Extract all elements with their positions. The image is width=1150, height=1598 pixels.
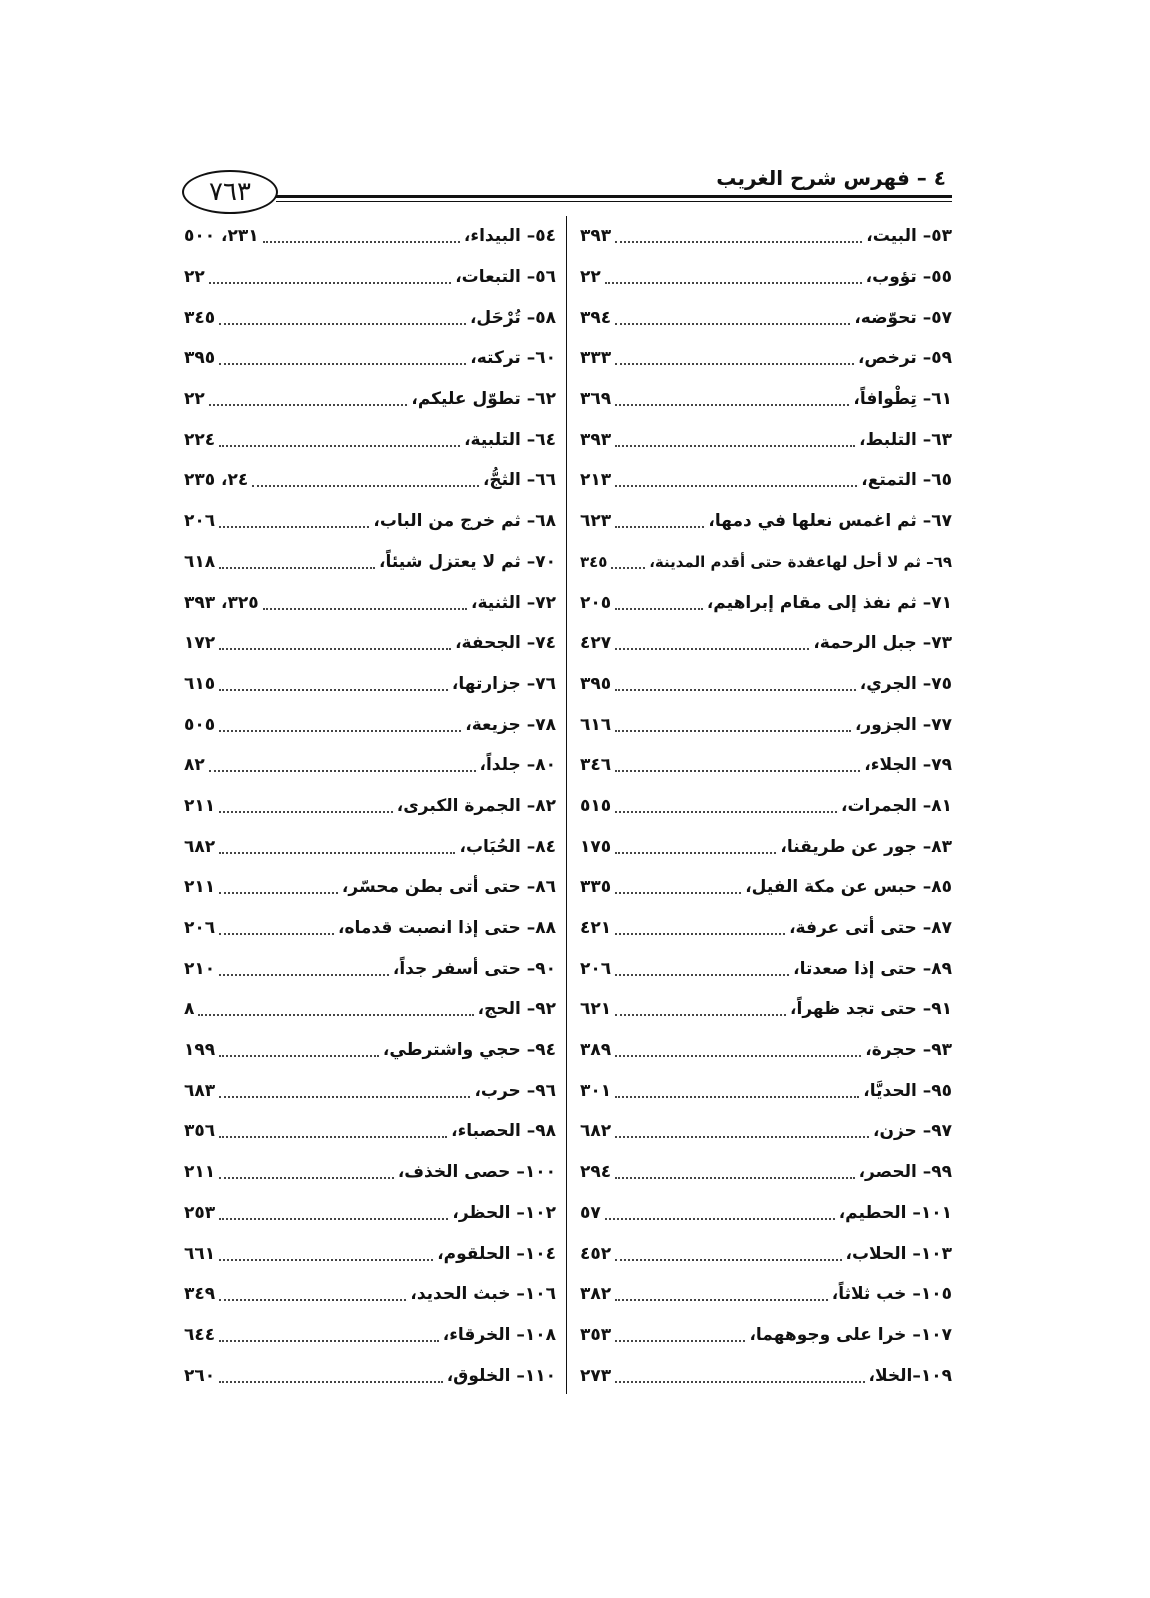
- entry-page-numbers: ٦٤٤: [184, 1324, 216, 1345]
- index-entry: [184, 1070, 556, 1111]
- entry-page-numbers: ٢٠٦: [184, 511, 216, 532]
- leader-dots: [219, 445, 460, 447]
- leader-dots: [219, 648, 451, 650]
- entry-page-numbers: ٣٥٦: [184, 1121, 216, 1142]
- entry-term: ٨٦– حتى أتى بطن محسّر،: [341, 877, 556, 898]
- entry-term: ٩٢– الحج،: [477, 999, 556, 1020]
- entry-term: ١٠١– الحطيم،: [838, 1202, 952, 1223]
- entry-page-numbers: ٢١٠: [184, 958, 216, 979]
- index-entry: [580, 216, 952, 257]
- entry-term: ٩٣– حجرة،: [865, 1040, 952, 1061]
- entry-term: ١١٠– الخلوق،: [446, 1365, 556, 1386]
- index-column-left: [184, 216, 556, 1396]
- index-entry: [580, 867, 952, 908]
- index-entry: [184, 1274, 556, 1315]
- entry-page-numbers: ٣٤٥: [580, 552, 608, 571]
- leader-dots: [615, 323, 850, 325]
- index-entry: [184, 257, 556, 298]
- leader-dots: [615, 445, 855, 447]
- entry-term: ٨١– الجمرات،: [841, 795, 952, 816]
- index-entry: [580, 1355, 952, 1396]
- leader-dots: [615, 1136, 869, 1138]
- index-entry: [184, 419, 556, 460]
- leader-dots: [615, 648, 809, 650]
- entry-page-numbers: ٣٤٥: [184, 307, 216, 328]
- index-entry: [184, 542, 556, 583]
- entry-page-numbers: ٣٦٩: [580, 389, 612, 410]
- entry-page-numbers: ١٧٢: [184, 633, 216, 654]
- page-number: ٧٦٣: [209, 177, 251, 207]
- entry-page-numbers: ٢٠٥: [580, 592, 612, 613]
- index-entry: [184, 338, 556, 379]
- leader-dots: [219, 689, 448, 691]
- entry-page-numbers: ٣٩٥: [184, 348, 216, 369]
- leader-dots: [219, 1096, 470, 1098]
- entry-term: ٧٣– جبل الرحمة،: [813, 633, 952, 654]
- entry-term: ٨٧– حتى أتى عرفة،: [789, 918, 952, 939]
- leader-dots: [615, 974, 789, 976]
- index-entry: [580, 1274, 952, 1315]
- entry-term: ٨٩– حتى إذا صعدتا،: [793, 958, 952, 979]
- entry-page-numbers: ٢٠٦: [184, 918, 216, 939]
- leader-dots: [209, 282, 451, 284]
- entry-term: ٥٨– تُرْحَل،: [469, 307, 556, 328]
- entry-page-numbers: ٦٨٢: [184, 836, 216, 857]
- entry-page-numbers: ٢٥٣: [184, 1202, 216, 1223]
- index-entry: [184, 216, 556, 257]
- index-entry: [184, 501, 556, 542]
- entry-term: ٧٤– الجحفة،: [455, 633, 556, 654]
- leader-dots: [219, 1381, 443, 1383]
- leader-dots: [209, 404, 408, 406]
- index-entry: [580, 1152, 952, 1193]
- index-entry: [580, 582, 952, 623]
- index-entry: [184, 1030, 556, 1071]
- leader-dots: [219, 892, 338, 894]
- entry-term: ٥٥– تؤوب،: [865, 267, 952, 288]
- index-entry: [184, 1152, 556, 1193]
- index-entry: [580, 1030, 952, 1071]
- entry-page-numbers: ٣٤٦: [580, 755, 612, 776]
- entry-page-numbers: ٣٣٣: [580, 348, 612, 369]
- entry-term: ٥٧– تحوّضه،: [854, 307, 952, 328]
- entry-page-numbers: ٢٢٤: [184, 429, 216, 450]
- entry-term: ٩٩– الحصر،: [858, 1162, 952, 1183]
- entry-page-numbers: ٤٢١: [580, 918, 612, 939]
- entry-page-numbers: ٦٨٣: [184, 1080, 216, 1101]
- leader-dots: [615, 689, 856, 691]
- entry-term: ٩٠– حتى أسفر جداً،: [392, 958, 556, 979]
- index-section-title: ٤ – فهرس شرح الغريب: [716, 166, 946, 190]
- header-rule-thin: [276, 201, 952, 202]
- index-entry: [184, 786, 556, 827]
- entry-page-numbers: ٢٦٠: [184, 1365, 216, 1386]
- entry-page-numbers: ٨: [184, 999, 195, 1020]
- index-entry: [184, 908, 556, 949]
- leader-dots: [615, 730, 851, 732]
- entry-term: ٩٤– حجي واشترطي،: [382, 1040, 556, 1061]
- entry-term: ١٠٩–الخلا،: [868, 1365, 952, 1386]
- index-entry: [580, 1233, 952, 1274]
- index-entry: [580, 501, 952, 542]
- leader-dots: [219, 1055, 379, 1057]
- entry-page-numbers: ٤٢٧: [580, 633, 612, 654]
- entry-term: ١٠٣– الحلاب،: [845, 1243, 952, 1264]
- entry-page-numbers: ٥٧: [580, 1202, 601, 1223]
- leader-dots: [615, 1340, 745, 1342]
- leader-dots: [263, 241, 460, 243]
- entry-term: ٩٨– الحصباء،: [451, 1121, 556, 1142]
- index-entry: [580, 745, 952, 786]
- entry-page-numbers: ٢٢: [184, 389, 205, 410]
- index-entry: [184, 704, 556, 745]
- index-entry: [580, 297, 952, 338]
- index-entry: [580, 542, 952, 583]
- index-entry: [184, 745, 556, 786]
- leader-dots: [219, 526, 369, 528]
- leader-dots: [219, 1136, 447, 1138]
- index-entry: [184, 1193, 556, 1234]
- index-entry: [184, 826, 556, 867]
- entry-term: ٥٤– البيداء،: [463, 226, 556, 247]
- entry-page-numbers: ٣٨٢: [580, 1284, 612, 1305]
- index-entry: [184, 867, 556, 908]
- index-entry: [580, 989, 952, 1030]
- entry-term: ١٠٧– خرا على وجوههما،: [749, 1324, 952, 1345]
- index-column-right: [580, 216, 952, 1396]
- index-entry: [580, 379, 952, 420]
- entry-term: ٨٢– الجمرة الكبرى،: [396, 795, 556, 816]
- entry-page-numbers: ٦٢٣: [580, 511, 612, 532]
- entry-term: ٩٥– الحديَّا،: [863, 1080, 952, 1101]
- leader-dots: [219, 1299, 406, 1301]
- entry-page-numbers: ٣٤٩: [184, 1284, 216, 1305]
- leader-dots: [615, 526, 704, 528]
- leader-dots: [615, 933, 785, 935]
- leader-dots: [615, 404, 849, 406]
- leader-dots: [252, 485, 479, 487]
- column-divider: [566, 216, 567, 1394]
- entry-term: ٧٧– الجزور،: [854, 714, 952, 735]
- index-entry: [580, 1315, 952, 1356]
- leader-dots: [615, 892, 741, 894]
- entry-page-numbers: ٥٠٥: [184, 714, 216, 735]
- entry-term: ٧٨– جزيعة،: [465, 714, 556, 735]
- entry-page-numbers: ٣٨٩: [580, 1040, 612, 1061]
- leader-dots: [219, 1218, 448, 1220]
- entry-page-numbers: ٨٢: [184, 755, 205, 776]
- index-entry: [184, 989, 556, 1030]
- entry-page-numbers: ٦٨٢: [580, 1121, 612, 1142]
- index-entry: [184, 460, 556, 501]
- entry-page-numbers: ٣٩٣: [580, 226, 612, 247]
- leader-dots: [219, 363, 466, 365]
- entry-term: ٥٩– ترخص،: [857, 348, 952, 369]
- leader-dots: [219, 974, 389, 976]
- entry-term: ٦٣– التلبط،: [859, 429, 952, 450]
- leader-dots: [615, 485, 857, 487]
- entry-term: ٩٧– حزن،: [873, 1121, 952, 1142]
- index-entry: [184, 582, 556, 623]
- leader-dots: [209, 770, 476, 772]
- entry-term: ٨٤– الحُبَاب،: [459, 836, 556, 857]
- index-entry: [580, 948, 952, 989]
- entry-page-numbers: ١٧٥: [580, 836, 612, 857]
- entry-term: ٥٦– التبعات،: [455, 267, 556, 288]
- entry-page-numbers: ٣٩٥: [580, 673, 612, 694]
- entry-term: ٦٥– التمتع،: [861, 470, 952, 491]
- index-entry: [580, 664, 952, 705]
- entry-page-numbers: ٣٥٣: [580, 1324, 612, 1345]
- entry-term: ١٠٢– الحظر،: [452, 1202, 556, 1223]
- entry-term: ٦١– تِطْوافاً،: [853, 389, 952, 410]
- index-entry: [580, 623, 952, 664]
- index-entry: [184, 379, 556, 420]
- entry-term: ١٠٨– الخرقاء،: [442, 1324, 556, 1345]
- entry-term: ٨٨– حتى إذا انصبت قدماه،: [338, 918, 556, 939]
- leader-dots: [615, 1299, 828, 1301]
- leader-dots: [219, 1259, 433, 1261]
- leader-dots: [615, 1259, 841, 1261]
- entry-page-numbers: ٣٩٣: [580, 429, 612, 450]
- leader-dots: [219, 323, 466, 325]
- entry-term: ٦٧– ثم اغمس نعلها في دمها،: [708, 511, 952, 532]
- index-entry: [580, 704, 952, 745]
- leader-dots: [219, 1177, 394, 1179]
- entry-term: ٩٦– حرب،: [474, 1080, 556, 1101]
- leader-dots: [219, 1340, 439, 1342]
- leader-dots: [615, 852, 776, 854]
- entry-page-numbers: ٢٠٦: [580, 958, 612, 979]
- entry-term: ٧٩– الجلاء،: [864, 755, 952, 776]
- entry-term: ١٠٤– الحلقوم،: [437, 1243, 556, 1264]
- index-entry: [184, 1355, 556, 1396]
- leader-dots: [611, 567, 645, 569]
- page-header: [182, 165, 952, 217]
- entry-page-numbers: ٦٢١: [580, 999, 612, 1020]
- index-entry: [184, 1233, 556, 1274]
- entry-term: ٨٠– جلداً،: [479, 755, 556, 776]
- entry-page-numbers: ٢٢: [184, 267, 205, 288]
- entry-page-numbers: ٥١٥: [580, 795, 612, 816]
- index-entry: [580, 338, 952, 379]
- leader-dots: [615, 608, 703, 610]
- entry-page-numbers: ٢٤، ٢٣٥: [184, 470, 249, 491]
- leader-dots: [219, 567, 375, 569]
- index-entry: [580, 1111, 952, 1152]
- entry-term: ٦٢– تطوّل عليكم،: [411, 389, 556, 410]
- entry-page-numbers: ٦١٦: [580, 714, 612, 735]
- entry-term: ٦٦– الثجُّ،: [482, 470, 556, 491]
- entry-page-numbers: ٦١٨: [184, 551, 216, 572]
- entry-term: ٦٤– التلبية،: [464, 429, 556, 450]
- index-entry: [184, 1111, 556, 1152]
- entry-term: ٧٠– ثم لا يعتزل شيئاً،: [379, 551, 556, 572]
- entry-term: ٩١– حتى تجد ظهراً،: [790, 999, 952, 1020]
- entry-page-numbers: ٢٣١، ٥٠٠: [184, 226, 259, 247]
- leader-dots: [615, 1014, 786, 1016]
- leader-dots: [605, 282, 862, 284]
- entry-term: ٨٥– حبس عن مكة الفيل،: [745, 877, 952, 898]
- entry-term: ٦٨– ثم خرج من الباب،: [373, 511, 556, 532]
- leader-dots: [219, 933, 334, 935]
- index-entry: [580, 826, 952, 867]
- entry-page-numbers: ٤٥٢: [580, 1243, 612, 1264]
- entry-page-numbers: ٢١١: [184, 1162, 216, 1183]
- entry-term: ٦٠– تركته،: [470, 348, 556, 369]
- index-entry: [580, 257, 952, 298]
- index-entry: [184, 297, 556, 338]
- entry-term: ٧٦– جزارتها،: [451, 673, 556, 694]
- entry-page-numbers: ٣٢٥، ٣٩٣: [184, 592, 259, 613]
- entry-term: ١٠٠– حصى الخذف،: [397, 1162, 556, 1183]
- entry-term: ٥٣– البيت،: [866, 226, 952, 247]
- index-entry: [184, 948, 556, 989]
- entry-page-numbers: ٢٩٤: [580, 1162, 612, 1183]
- leader-dots: [615, 1177, 854, 1179]
- entry-page-numbers: ٢١١: [184, 795, 216, 816]
- index-entry: [184, 623, 556, 664]
- entry-page-numbers: ٢٢: [580, 267, 601, 288]
- entry-page-numbers: ٣٠١: [580, 1080, 612, 1101]
- entry-page-numbers: ٦١٥: [184, 673, 216, 694]
- leader-dots: [605, 1218, 835, 1220]
- leader-dots: [219, 811, 393, 813]
- entry-page-numbers: ٦٦١: [184, 1243, 216, 1264]
- index-entry: [580, 1070, 952, 1111]
- leader-dots: [263, 608, 467, 610]
- entry-page-numbers: ٢١١: [184, 877, 216, 898]
- leader-dots: [219, 730, 461, 732]
- index-entry: [184, 664, 556, 705]
- entry-page-numbers: ٢٧٣: [580, 1365, 612, 1386]
- entry-term: ٦٩– ثم لا أحل لهاعقدة حتى أقدم المدينة،: [649, 552, 952, 571]
- leader-dots: [615, 1381, 864, 1383]
- index-entry: [580, 1193, 952, 1234]
- entry-term: ١٠٦– خبث الحديد،: [410, 1284, 556, 1305]
- index-entry: [580, 419, 952, 460]
- leader-dots: [615, 363, 854, 365]
- entry-term: ٧٢– الثنية،: [471, 592, 556, 613]
- header-rule-thick: [276, 195, 952, 198]
- leader-dots: [615, 1096, 859, 1098]
- entry-term: ١٠٥– خب ثلاثاً،: [831, 1284, 952, 1305]
- page-number-badge: [182, 170, 278, 214]
- entry-page-numbers: ٢١٣: [580, 470, 612, 491]
- entry-term: ٨٣– جور عن طريقنا،: [780, 836, 952, 857]
- index-entry: [580, 460, 952, 501]
- entry-term: ٧١– ثم نفذ إلى مقام إبراهيم،: [706, 592, 952, 613]
- index-entry: [580, 786, 952, 827]
- entry-term: ٧٥– الجري،: [859, 673, 952, 694]
- leader-dots: [615, 1055, 861, 1057]
- entry-page-numbers: ٣٩٤: [580, 307, 612, 328]
- leader-dots: [219, 852, 455, 854]
- leader-dots: [615, 241, 862, 243]
- index-entry: [580, 908, 952, 949]
- leader-dots: [198, 1014, 473, 1016]
- index-entry: [184, 1315, 556, 1356]
- entry-page-numbers: ١٩٩: [184, 1040, 216, 1061]
- leader-dots: [615, 770, 860, 772]
- entry-page-numbers: ٣٣٥: [580, 877, 612, 898]
- leader-dots: [615, 811, 837, 813]
